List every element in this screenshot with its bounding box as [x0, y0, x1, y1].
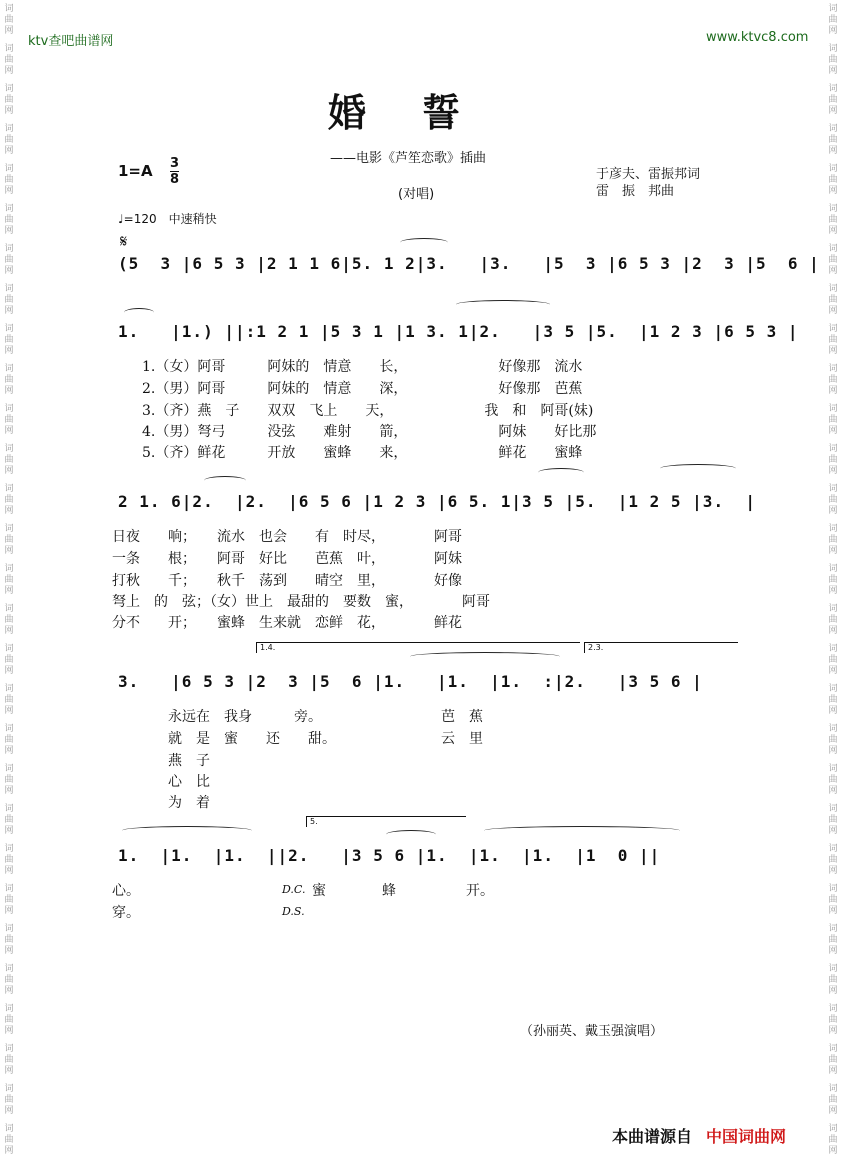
lyrics-row1-verse4: 4.（男）弩弓 没弦 难射 箭， 阿妹 好比那: [142, 424, 597, 440]
watermark-glyph: 曲: [4, 855, 14, 865]
watermark-glyph: 网: [4, 426, 14, 436]
watermark-glyph: 词: [828, 604, 838, 614]
watermark-glyph: 网: [828, 626, 838, 636]
watermark-glyph: 曲: [4, 55, 14, 65]
watermark-glyph: 词: [4, 524, 14, 534]
watermark-glyph: 曲: [828, 255, 838, 265]
watermark-glyph: 曲: [828, 615, 838, 625]
watermark-glyph: 曲: [828, 1015, 838, 1025]
watermark-glyph: 曲: [4, 335, 14, 345]
volta-bracket-2: 2.3.: [584, 642, 738, 653]
watermark-glyph: 词: [4, 964, 14, 974]
left-watermark: [2, 0, 16, 1157]
watermark-glyph: 网: [4, 906, 14, 916]
watermark-glyph: 词: [4, 1124, 14, 1134]
watermark-glyph: 曲: [828, 815, 838, 825]
site-right-url[interactable]: www.ktvc8.com: [706, 30, 809, 45]
notation-line-4: 3. |6 5 3 |2 3 |5 6 |1. |1. |1. :|2. |3 5 6 |: [118, 672, 703, 691]
watermark-glyph: 曲: [4, 1015, 14, 1025]
watermark-glyph: 曲: [828, 295, 838, 305]
lyrics-row3-verse4: 心 比: [168, 774, 210, 790]
watermark-glyph: 词: [4, 204, 14, 214]
watermark-glyph: 曲: [4, 255, 14, 265]
watermark-glyph: 曲: [828, 575, 838, 585]
watermark-glyph: 曲: [828, 655, 838, 665]
watermark-glyph: 词: [828, 364, 838, 374]
watermark-glyph: 词: [828, 964, 838, 974]
notation-line-3: 2 1. 6|2. |2. |6 5 6 |1 2 3 |6 5. 1|3 5 |5. |1 2 5 |3. |: [118, 492, 756, 511]
time-signature-top: 3: [170, 156, 180, 171]
watermark-glyph: 词: [828, 884, 838, 894]
watermark-glyph: 网: [828, 26, 838, 36]
watermark-glyph: 曲: [828, 535, 838, 545]
watermark-glyph: 曲: [828, 1055, 838, 1065]
watermark-glyph: 词: [4, 84, 14, 94]
watermark-glyph: 词: [828, 764, 838, 774]
watermark-glyph: 词: [828, 4, 838, 14]
slur-mark: [204, 476, 246, 485]
watermark-glyph: 曲: [4, 655, 14, 665]
watermark-glyph: 网: [828, 546, 838, 556]
watermark-glyph: 曲: [828, 1095, 838, 1105]
watermark-glyph: 曲: [4, 375, 14, 385]
slur-mark: [484, 826, 680, 835]
lyrics-row1-verse1: 1.（女）阿哥 阿妹的 情意 长， 好像那 流水: [142, 359, 583, 375]
watermark-glyph: 网: [4, 66, 14, 76]
watermark-glyph: 词: [4, 444, 14, 454]
watermark-glyph: 网: [4, 26, 14, 36]
time-signature: [170, 156, 179, 187]
notation-line-1: (5 3 |6 5 3 |2 1 1 6|5. 1 2|3. |3. |5 3 |6 5 3 |2 3 |5 6 |: [118, 254, 820, 273]
watermark-glyph: 词: [828, 484, 838, 494]
watermark-glyph: 曲: [4, 1135, 14, 1145]
tempo-marking: ♩=120 中速稍快: [118, 212, 217, 226]
watermark-glyph: 网: [828, 986, 838, 996]
watermark-glyph: 词: [4, 884, 14, 894]
watermark-glyph: 网: [4, 106, 14, 116]
performance-mode: (对唱): [398, 187, 435, 202]
watermark-glyph: 词: [828, 164, 838, 174]
lyrics-row1-verse3: 3.（齐）燕 子 双双 飞上 天， 我 和 阿哥(妹): [142, 403, 594, 419]
watermark-glyph: 网: [4, 986, 14, 996]
watermark-glyph: 曲: [828, 495, 838, 505]
lyrics-row2-verse2: 一条 根； 阿哥 好比 芭蕉 叶， 阿妹: [112, 551, 462, 567]
watermark-glyph: 词: [4, 244, 14, 254]
watermark-glyph: 网: [4, 706, 14, 716]
lyrics-row1-verse5: 5.（齐）鲜花 开放 蜜蜂 来， 鲜花 蜜蜂: [142, 445, 583, 461]
watermark-glyph: 网: [828, 386, 838, 396]
watermark-glyph: 词: [828, 1084, 838, 1094]
watermark-glyph: 网: [828, 826, 838, 836]
watermark-glyph: 网: [4, 146, 14, 156]
watermark-glyph: 曲: [828, 95, 838, 105]
watermark-glyph: 网: [828, 746, 838, 756]
lyricist-credit: 于彦夫、雷振邦词: [596, 167, 701, 182]
time-signature-bottom: 8: [170, 172, 180, 187]
watermark-glyph: 网: [4, 746, 14, 756]
watermark-glyph: 网: [828, 106, 838, 116]
watermark-glyph: 网: [828, 1066, 838, 1076]
lyrics-row3-verse3: 燕 子: [168, 753, 210, 769]
watermark-glyph: 网: [4, 1146, 14, 1156]
watermark-glyph: 曲: [4, 975, 14, 985]
composer-credit: 雷 振 邦曲: [596, 184, 675, 199]
watermark-glyph: 词: [4, 684, 14, 694]
slur-mark: [386, 830, 436, 839]
watermark-glyph: 网: [4, 866, 14, 876]
watermark-glyph: 词: [828, 444, 838, 454]
watermark-glyph: 网: [828, 66, 838, 76]
watermark-glyph: 词: [828, 84, 838, 94]
watermark-glyph: 词: [4, 1044, 14, 1054]
watermark-glyph: 词: [828, 204, 838, 214]
lyrics-row2-verse4: 弩上 的 弦；（女）世上 最甜的 要数 蜜， 阿哥: [112, 594, 490, 610]
watermark-glyph: 词: [4, 844, 14, 854]
watermark-glyph: 词: [828, 684, 838, 694]
watermark-glyph: 网: [828, 906, 838, 916]
watermark-glyph: 网: [828, 306, 838, 316]
watermark-glyph: 词: [828, 404, 838, 414]
slur-mark: [456, 300, 550, 309]
watermark-glyph: 词: [4, 1084, 14, 1094]
watermark-glyph: 网: [4, 226, 14, 236]
watermark-glyph: 词: [828, 724, 838, 734]
watermark-glyph: 曲: [828, 415, 838, 425]
watermark-glyph: 曲: [4, 815, 14, 825]
watermark-glyph: 曲: [4, 895, 14, 905]
song-subtitle: ——电影《芦笙恋歌》插曲: [330, 151, 487, 166]
watermark-glyph: 曲: [4, 775, 14, 785]
watermark-glyph: 词: [4, 164, 14, 174]
watermark-glyph: 词: [828, 924, 838, 934]
lyrics-row2-verse1: 日夜 响； 流水 也会 有 时尽， 阿哥: [112, 529, 462, 545]
watermark-glyph: 曲: [828, 855, 838, 865]
watermark-glyph: 曲: [4, 175, 14, 185]
watermark-glyph: 网: [4, 626, 14, 636]
watermark-glyph: 词: [4, 924, 14, 934]
watermark-glyph: 网: [828, 786, 838, 796]
watermark-glyph: 曲: [828, 335, 838, 345]
right-watermark: [826, 0, 840, 1157]
watermark-glyph: 网: [828, 466, 838, 476]
watermark-glyph: 网: [828, 1026, 838, 1036]
watermark-glyph: 网: [828, 266, 838, 276]
song-title: 婚誓: [328, 90, 517, 135]
watermark-glyph: 网: [828, 706, 838, 716]
watermark-glyph: 词: [828, 124, 838, 134]
site-left-label[interactable]: ktv查吧曲谱网: [28, 34, 114, 49]
watermark-glyph: 词: [4, 564, 14, 574]
slur-mark: [538, 468, 584, 477]
watermark-glyph: 网: [4, 506, 14, 516]
watermark-glyph: 词: [828, 564, 838, 574]
notation-line-2: 1. |1.) ||:1 2 1 |5 3 1 |1 3. 1|2. |3 5 |5. |1 2 3 |6 5 3 |: [118, 322, 799, 341]
watermark-glyph: 词: [4, 764, 14, 774]
volta-bracket-1: 1.4.: [256, 642, 580, 653]
watermark-glyph: 词: [4, 1004, 14, 1014]
watermark-glyph: 曲: [4, 535, 14, 545]
watermark-glyph: 词: [828, 1124, 838, 1134]
slur-mark: [400, 238, 448, 247]
watermark-glyph: 曲: [4, 495, 14, 505]
slur-mark: [122, 826, 252, 835]
ds-marking: D.S.: [282, 905, 305, 918]
watermark-glyph: 网: [828, 346, 838, 356]
performers-credit: （孙丽英、戴玉强演唱）: [520, 1024, 664, 1039]
watermark-glyph: 词: [828, 244, 838, 254]
lyrics-row1-verse2: 2.（男）阿哥 阿妹的 情意 深， 好像那 芭蕉: [142, 381, 583, 397]
watermark-glyph: 曲: [4, 295, 14, 305]
watermark-glyph: 曲: [828, 455, 838, 465]
watermark-glyph: 曲: [828, 895, 838, 905]
key-signature: 1=A: [118, 162, 153, 180]
slur-mark: [660, 464, 736, 473]
watermark-glyph: 网: [4, 826, 14, 836]
watermark-glyph: 网: [4, 186, 14, 196]
watermark-glyph: 词: [4, 484, 14, 494]
watermark-glyph: 曲: [828, 775, 838, 785]
watermark-glyph: 网: [4, 946, 14, 956]
notation-line-5: 1. |1. |1. ||2. |3 5 6 |1. |1. |1. |1 0 ||: [118, 846, 661, 865]
watermark-glyph: 词: [828, 844, 838, 854]
watermark-glyph: 网: [4, 386, 14, 396]
watermark-glyph: 曲: [4, 935, 14, 945]
watermark-glyph: 曲: [828, 15, 838, 25]
watermark-glyph: 曲: [828, 935, 838, 945]
lyrics-row4-verse2: 穿。: [112, 905, 140, 921]
watermark-glyph: 曲: [828, 375, 838, 385]
watermark-glyph: 曲: [828, 215, 838, 225]
watermark-glyph: 词: [4, 4, 14, 14]
watermark-glyph: 网: [4, 266, 14, 276]
watermark-glyph: 词: [4, 804, 14, 814]
watermark-glyph: 曲: [4, 15, 14, 25]
watermark-glyph: 网: [4, 666, 14, 676]
watermark-glyph: 网: [4, 1066, 14, 1076]
watermark-glyph: 网: [4, 1106, 14, 1116]
watermark-glyph: 曲: [828, 975, 838, 985]
watermark-glyph: 网: [4, 466, 14, 476]
segno-icon: 𝄋: [120, 232, 128, 252]
watermark-glyph: 词: [828, 1044, 838, 1054]
watermark-glyph: 网: [828, 1146, 838, 1156]
watermark-glyph: 曲: [4, 215, 14, 225]
watermark-glyph: 网: [4, 546, 14, 556]
watermark-glyph: 词: [4, 324, 14, 334]
volta-bracket-5: 5.: [306, 816, 466, 827]
lyrics-row4-verse1: 心。: [112, 883, 140, 899]
lyrics-row2-verse5: 分不 开； 蜜蜂 生来就 恋鲜 花， 鲜花: [112, 615, 462, 631]
watermark-glyph: 网: [828, 586, 838, 596]
watermark-glyph: 网: [828, 186, 838, 196]
watermark-glyph: 网: [4, 586, 14, 596]
watermark-glyph: 曲: [4, 415, 14, 425]
watermark-glyph: 词: [4, 364, 14, 374]
dc-marking: D.C.: [282, 883, 306, 896]
watermark-glyph: 词: [828, 644, 838, 654]
watermark-glyph: 词: [828, 1004, 838, 1014]
watermark-glyph: 曲: [828, 55, 838, 65]
watermark-glyph: 网: [828, 866, 838, 876]
watermark-glyph: 曲: [4, 455, 14, 465]
watermark-glyph: 网: [828, 426, 838, 436]
lyrics-row3-verse5: 为 着: [168, 795, 210, 811]
slur-mark: [124, 308, 154, 317]
slur-mark: [410, 652, 560, 661]
watermark-glyph: 网: [828, 1106, 838, 1116]
watermark-glyph: 曲: [4, 95, 14, 105]
watermark-glyph: 词: [4, 404, 14, 414]
watermark-glyph: 网: [828, 506, 838, 516]
watermark-glyph: 曲: [4, 735, 14, 745]
lyrics-row3-verse1: 永远在 我身 旁。 芭 蕉: [168, 709, 483, 725]
watermark-glyph: 网: [828, 226, 838, 236]
watermark-glyph: 词: [4, 644, 14, 654]
watermark-glyph: 词: [828, 804, 838, 814]
watermark-glyph: 词: [828, 284, 838, 294]
watermark-glyph: 网: [4, 346, 14, 356]
watermark-glyph: 词: [828, 524, 838, 534]
watermark-glyph: 曲: [828, 135, 838, 145]
source-label: 本曲谱源自: [612, 1127, 693, 1146]
watermark-glyph: 词: [828, 324, 838, 334]
watermark-glyph: 网: [4, 786, 14, 796]
watermark-glyph: 词: [4, 604, 14, 614]
watermark-glyph: 网: [828, 946, 838, 956]
watermark-glyph: 曲: [4, 695, 14, 705]
watermark-glyph: 曲: [828, 1135, 838, 1145]
lyrics-row4-end: 蜜 蜂 开。: [312, 883, 494, 899]
watermark-glyph: 词: [4, 724, 14, 734]
watermark-glyph: 曲: [4, 1055, 14, 1065]
watermark-glyph: 词: [4, 124, 14, 134]
watermark-glyph: 网: [4, 1026, 14, 1036]
lyrics-row3-verse2: 就 是 蜜 还 甜。 云 里: [168, 731, 483, 747]
watermark-glyph: 曲: [4, 575, 14, 585]
watermark-glyph: 曲: [828, 175, 838, 185]
source-site-link[interactable]: 中国词曲网: [706, 1127, 787, 1146]
lyrics-row2-verse3: 打秋 千； 秋千 荡到 晴空 里， 好像: [112, 573, 462, 589]
watermark-glyph: 曲: [4, 1095, 14, 1105]
watermark-glyph: 曲: [4, 135, 14, 145]
watermark-glyph: 词: [4, 284, 14, 294]
source-credit: [612, 1124, 786, 1147]
watermark-glyph: 词: [828, 44, 838, 54]
watermark-glyph: 曲: [828, 735, 838, 745]
watermark-glyph: 曲: [828, 695, 838, 705]
watermark-glyph: 词: [4, 44, 14, 54]
watermark-glyph: 网: [4, 306, 14, 316]
watermark-glyph: 曲: [4, 615, 14, 625]
watermark-glyph: 网: [828, 146, 838, 156]
watermark-glyph: 网: [828, 666, 838, 676]
